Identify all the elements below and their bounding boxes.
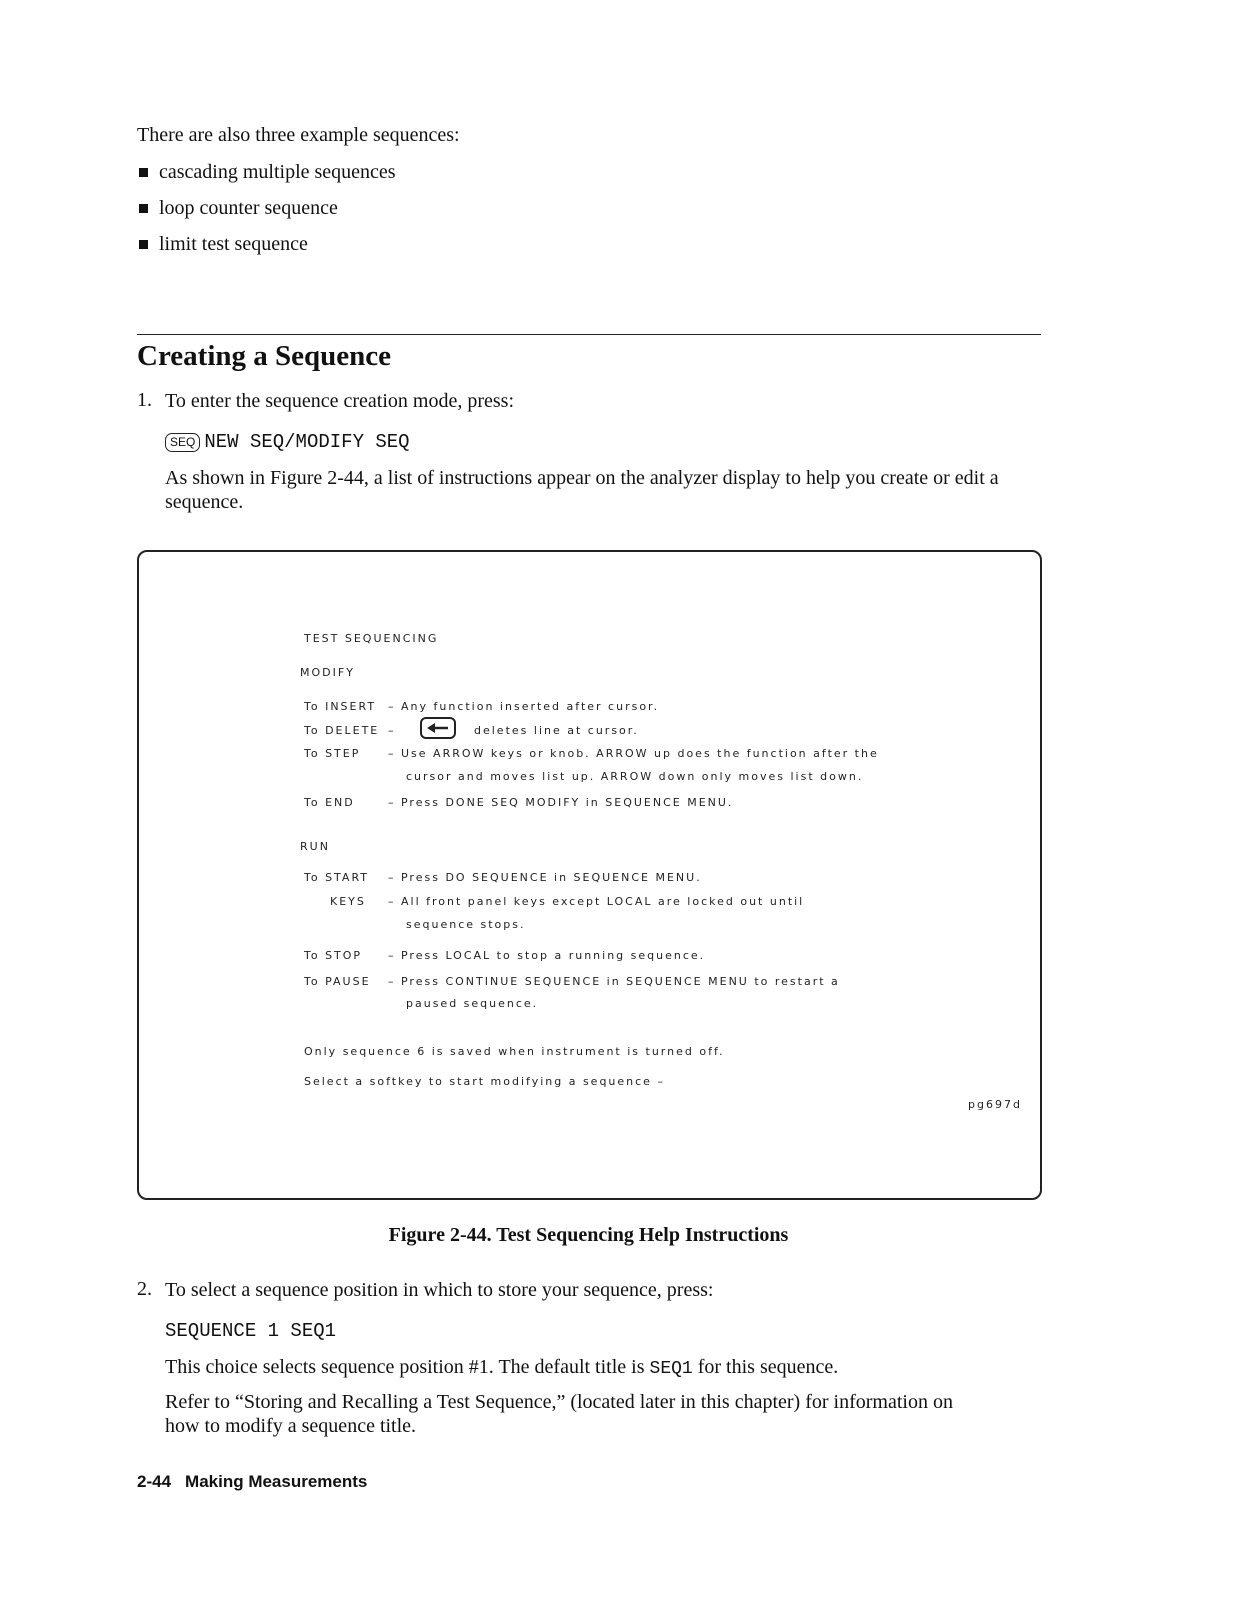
step-number: 1. bbox=[137, 389, 152, 411]
step-refer: Refer to “Storing and Recalling a Test Sequence,” (located later in this chapter) for information on how to modify a sequence title. bbox=[165, 1391, 953, 1437]
pause-text-1: – Press CONTINUE SEQUENCE in SEQUENCE MENU to restart a bbox=[388, 975, 840, 988]
stop-text: – Press LOCAL to stop a running sequence. bbox=[388, 949, 706, 962]
keys-text-1: – All front panel keys except LOCAL are locked out until bbox=[388, 895, 805, 908]
page-number: 2-44 bbox=[137, 1472, 172, 1491]
intro-text: There are also three example sequences: bbox=[137, 124, 460, 146]
start-label: To START bbox=[304, 871, 370, 884]
step-text: To select a sequence position in which to store your sequence, press: bbox=[165, 1279, 714, 1301]
bullet-icon bbox=[139, 204, 148, 213]
step-choice bbox=[165, 1355, 1015, 1381]
list-item-text: cascading multiple sequences bbox=[159, 161, 396, 183]
bullet-icon bbox=[139, 168, 148, 177]
step-text-2: cursor and moves list up. ARROW down only moves list down. bbox=[406, 770, 864, 783]
seq-hardkey: SEQ bbox=[165, 433, 200, 452]
step-number: 2. bbox=[137, 1278, 152, 1300]
delete-label: To DELETE bbox=[304, 724, 380, 737]
footer-section: Making Measurements bbox=[185, 1472, 368, 1491]
choice-text-post: for this sequence. bbox=[692, 1356, 839, 1378]
screen-title: TEST SEQUENCING bbox=[304, 632, 439, 645]
section-divider bbox=[137, 334, 1041, 335]
bullet-icon bbox=[139, 240, 148, 249]
choice-text-pre: This choice selects sequence position #1. The default title is bbox=[165, 1356, 650, 1378]
pause-text-2: paused sequence. bbox=[406, 997, 539, 1010]
end-label: To END bbox=[304, 796, 355, 809]
keys-label: KEYS bbox=[330, 895, 366, 908]
key-sequence bbox=[165, 429, 1015, 454]
choice-title-code: SEQ1 bbox=[649, 1359, 693, 1379]
step-note: As shown in Figure 2-44, a list of instructions appear on the analyzer display to help you create or edit a sequence. bbox=[165, 467, 999, 513]
example-list bbox=[137, 160, 396, 268]
pause-label: To PAUSE bbox=[304, 975, 371, 988]
list-item-text: limit test sequence bbox=[159, 233, 308, 255]
end-text: – Press DONE SEQ MODIFY in SEQUENCE MENU. bbox=[388, 796, 734, 809]
list-item bbox=[137, 196, 396, 232]
softkey-sequence: NEW SEQ/MODIFY SEQ bbox=[204, 431, 410, 453]
select-note: Select a softkey to start modifying a sequence – bbox=[304, 1075, 665, 1088]
figure-id: pg697d bbox=[968, 1098, 1022, 1111]
figure-caption: Figure 2-44. Test Sequencing Help Instructions bbox=[388, 1224, 789, 1246]
step-text: To enter the sequence creation mode, press: bbox=[165, 390, 515, 412]
backspace-arrow-icon bbox=[420, 717, 456, 739]
step-label: To STEP bbox=[304, 747, 361, 760]
delete-dash: – bbox=[388, 724, 396, 737]
list-item bbox=[137, 160, 396, 196]
keys-text-2: sequence stops. bbox=[406, 918, 526, 931]
softkey-sequence: SEQUENCE 1 SEQ1 bbox=[165, 1320, 337, 1342]
page-footer bbox=[137, 1472, 367, 1492]
delete-text: deletes line at cursor. bbox=[474, 724, 639, 737]
start-text: – Press DO SEQUENCE in SEQUENCE MENU. bbox=[388, 871, 702, 884]
modify-heading: MODIFY bbox=[300, 666, 355, 679]
run-heading: RUN bbox=[300, 840, 330, 853]
stop-label: To STOP bbox=[304, 949, 363, 962]
saved-note: Only sequence 6 is saved when instrument is turned off. bbox=[304, 1045, 725, 1058]
section-title: Creating a Sequence bbox=[137, 340, 392, 372]
key-sequence bbox=[165, 1318, 1015, 1343]
step-text-1: – Use ARROW keys or knob. ARROW up does the function after the bbox=[388, 747, 879, 760]
list-item-text: loop counter sequence bbox=[159, 197, 338, 219]
insert-label: To INSERT bbox=[304, 700, 377, 713]
insert-text: – Any function inserted after cursor. bbox=[388, 700, 660, 713]
list-item bbox=[137, 232, 396, 268]
